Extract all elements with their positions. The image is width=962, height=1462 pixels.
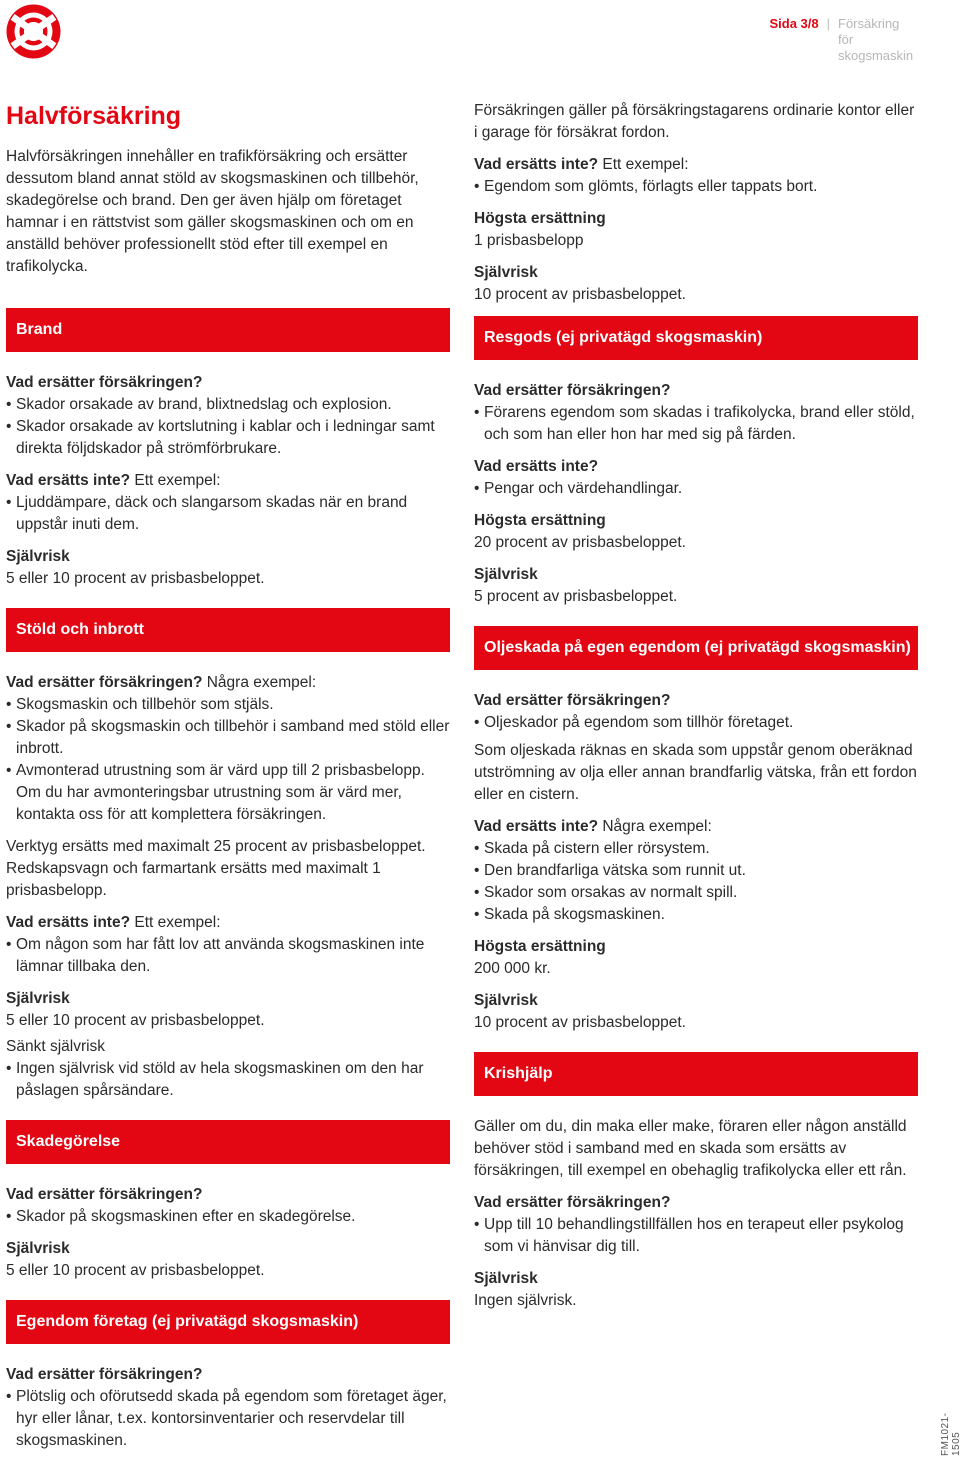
company-property-covers-list: [6, 1386, 450, 1452]
vandalism-covers-heading: Vad ersätter försäkringen?: [6, 1186, 203, 1203]
theft-not-list: [6, 934, 450, 978]
page-number: Sida 3/8: [769, 16, 819, 31]
oil-not-list: [474, 838, 918, 926]
list-item: • Skada på cistern eller rörsystem.: [474, 838, 918, 860]
list-item: • Skador på skogsmaskin och tillbehör i samband med stöld eller inbrott.: [6, 716, 450, 760]
oil-not-heading: Vad ersätts inte?: [474, 818, 599, 835]
list-item: • Upp till 10 behandlingstillfällen hos en terapeut eller psykolog som vi hänvisar dig till.: [474, 1214, 918, 1258]
list-item: • Plötslig och oförutsedd skada på egendom som företaget äger, hyr eller lånar, t.ex. kontorsinventarier och reservdelar till skogsmaskinen.: [6, 1386, 450, 1452]
company-property-not-list: [474, 176, 918, 198]
luggage-max-value: 20 procent av prisbasbeloppet.: [474, 534, 686, 551]
brand-not-list: [6, 492, 450, 536]
section-bar-luggage: Resgods (ej privatägd skogsmaskin): [474, 316, 918, 360]
document-title: Försäkring för skogsmaskin: [838, 16, 914, 63]
list-item: • Skador orsakade av kortslutning i kablar och i ledningar samt direkta följdskador på strömförbrukare.: [6, 416, 450, 460]
oil-covers-heading: Vad ersätter försäkringen?: [474, 692, 671, 709]
oil-not-suffix: Några exempel:: [598, 818, 712, 835]
section-bar-crisis: Krishjälp: [474, 1052, 918, 1096]
list-item: • Skogsmaskin och tillbehör som stjäls.: [6, 694, 450, 716]
list-item: • Egendom som glömts, förlagts eller tappats bort.: [474, 176, 918, 198]
section-bar-theft: Stöld och inbrott: [6, 608, 450, 652]
company-property-deductible-label: Självrisk: [474, 264, 538, 281]
header-separator: |: [826, 16, 830, 31]
crisis-deductible-value: Ingen självrisk.: [474, 1292, 577, 1309]
luggage-not-list: [474, 478, 918, 500]
brand-not-suffix: Ett exempel:: [130, 472, 221, 489]
oil-max-value: 200 000 kr.: [474, 960, 551, 977]
list-item: • Pengar och värdehandlingar.: [474, 478, 918, 500]
intro-paragraph: Halvförsäkringen innehåller en trafikförsäkring och ersätter dessutom bland annat stöld av skogsmaskinen och tillbehör, skadegörelse och brand. Den ger även hjälp om företaget hamnar i en rättstvist som gäller skogsmaskinen och om en anställd behöver professionellt stöd efter till exempel en trafikolycka.: [6, 148, 419, 275]
page-header: [769, 16, 918, 64]
list-item: • Skada på skogsmaskinen.: [474, 904, 918, 926]
brand-deductible-label: Självrisk: [6, 548, 70, 565]
theft-not-suffix: Ett exempel:: [130, 914, 221, 931]
brand-covers-heading: Vad ersätter försäkringen?: [6, 374, 203, 391]
oil-max-label: Högsta ersättning: [474, 938, 606, 955]
list-item: • Ingen självrisk vid stöld av hela skogsmaskinen om den har påslagen spårsändare.: [6, 1058, 450, 1102]
list-item: • Skador på skogsmaskinen efter en skadegörelse.: [6, 1206, 450, 1228]
list-item: • Avmonterad utrustning som är värd upp till 2 prisbasbelopp. Om du har avmonteringsbar utrustning som är värd mer, kontakta oss för att komplettera försäkringen.: [6, 760, 450, 826]
luggage-deductible-label: Självrisk: [474, 566, 538, 583]
theft-not-heading: Vad ersätts inte?: [6, 914, 131, 931]
list-item: • Skador som orsakas av normalt spill.: [474, 882, 918, 904]
list-item: • Ljuddämpare, däck och slangarsom skadas när en brand uppstår inuti dem.: [6, 492, 450, 536]
crisis-intro: Gäller om du, din maka eller make, föraren eller någon anställd behöver stöd i samband med en skada som ersätts av försäkringen, till exempel en obehaglig trafikolycka eller ett rån.: [474, 1118, 907, 1179]
crisis-covers-heading: Vad ersätter försäkringen?: [474, 1194, 671, 1211]
list-item: • Den brandfarliga vätska som runnit ut.: [474, 860, 918, 882]
crisis-covers-list: [474, 1214, 918, 1258]
page-title: Halvförsäkring: [6, 102, 182, 130]
luggage-not-heading: Vad ersätts inte?: [474, 458, 599, 475]
oil-definition: Som oljeskada räknas en skada som uppstår genom oberäknad utströmning av olja eller annan brandfarlig vätska, från ett fordon eller en cistern.: [474, 742, 917, 803]
oil-covers-list: [474, 712, 918, 734]
list-item: • Förarens egendom som skadas i trafikolycka, brand eller stöld, och som han eller hon har med sig på färden.: [474, 402, 918, 446]
brand-not-heading: Vad ersätts inte?: [6, 472, 131, 489]
company-property-max-value: 1 prisbasbelopp: [474, 232, 584, 249]
theft-reduced-label: Sänkt självrisk: [6, 1038, 106, 1055]
vandalism-covers-list: [6, 1206, 450, 1228]
company-property-not-heading: Vad ersätts inte?: [474, 156, 599, 173]
section-bar-brand: Brand: [6, 308, 450, 352]
list-item: • Oljeskador på egendom som tillhör företaget.: [474, 712, 918, 734]
theft-note: Verktyg ersätts med maximalt 25 procent av prisbasbeloppet. Redskapsvagn och farmartank ersätts med maximalt 1 prisbasbelopp.: [6, 838, 426, 899]
theft-deductible-value: 5 eller 10 procent av prisbasbeloppet.: [6, 1012, 265, 1029]
luggage-max-label: Högsta ersättning: [474, 512, 606, 529]
brand-covers-list: [6, 394, 450, 460]
vandalism-deductible-value: 5 eller 10 procent av prisbasbeloppet.: [6, 1262, 265, 1279]
company-property-deductible-value: 10 procent av prisbasbeloppet.: [474, 286, 686, 303]
theft-covers-suffix: Några exempel:: [202, 674, 317, 691]
section-bar-vandalism: Skadegörelse: [6, 1120, 450, 1164]
list-item: • Skador orsakade av brand, blixtnedslag och explosion.: [6, 394, 450, 416]
lifebuoy-icon: [6, 4, 61, 59]
theft-covers-list: [6, 694, 450, 826]
brand-deductible-value: 5 eller 10 procent av prisbasbeloppet.: [6, 570, 265, 587]
company-property-covers-heading: Vad ersätter försäkringen?: [6, 1366, 203, 1383]
oil-deductible-value: 10 procent av prisbasbeloppet.: [474, 1014, 686, 1031]
vandalism-deductible-label: Självrisk: [6, 1240, 70, 1257]
company-property-max-label: Högsta ersättning: [474, 210, 606, 227]
luggage-covers-list: [474, 402, 918, 446]
section-bar-company-property: Egendom företag (ej privatägd skogsmaskin): [6, 1300, 450, 1344]
company-property-applies: Försäkringen gäller på försäkringstagarens ordinarie kontor eller i garage för försäkrat fordon.: [474, 102, 915, 141]
oil-deductible-label: Självrisk: [474, 992, 538, 1009]
left-column: [6, 100, 450, 1462]
luggage-covers-heading: Vad ersätter försäkringen?: [474, 382, 671, 399]
luggage-deductible-value: 5 procent av prisbasbeloppet.: [474, 588, 678, 605]
theft-covers-heading: Vad ersätter försäkringen?: [6, 674, 203, 691]
list-item: • Om någon som har fått lov att använda skogsmaskinen inte lämnar tillbaka den.: [6, 934, 450, 978]
right-column: [474, 100, 918, 1322]
section-bar-oil-damage: Oljeskada på egen egendom (ej privatägd skogsmaskin): [474, 626, 918, 670]
theft-reduced-list: [6, 1058, 450, 1102]
crisis-deductible-label: Självrisk: [474, 1270, 538, 1287]
theft-deductible-label: Självrisk: [6, 990, 70, 1007]
company-property-not-suffix: Ett exempel:: [598, 156, 689, 173]
form-code: FM1021-1505: [940, 1412, 962, 1456]
